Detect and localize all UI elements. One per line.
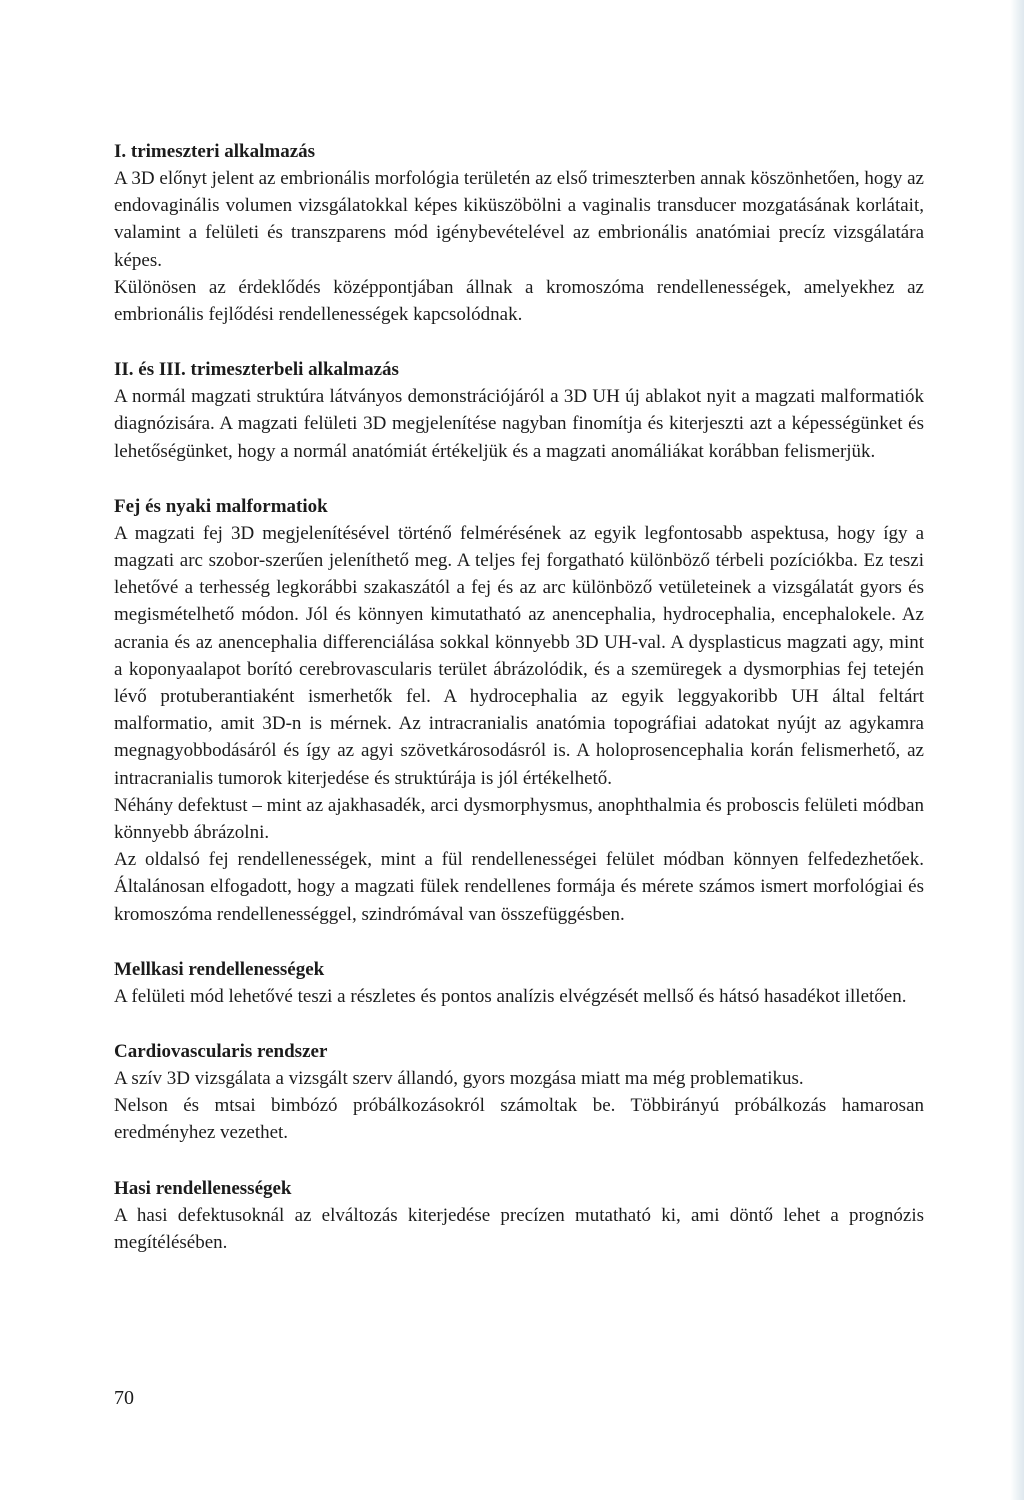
paragraph: A magzati fej 3D megjelenítésével történő felmérésének az egyik legfontosabb aspektusa, hogy így a magzati arc szobor-szerűen jeleníthető meg. A teljes fej forgatható különböző térbeli pozíciókba. Ez teszi lehetővé a terhesség legkorábbi szakaszától a fej és az arc különböző vetületeinek a vizsgálatát gyors és megismételhető módon. Jól és könnyen kimutatható az anencephalia, hydrocephalia, encephalokele. Az acrania és az anencephalia differenciálása sokkal könnyebb 3D UH-val. A dysplasticus magzati agy, mint a koponyaalapot borító cerebrovascularis terület ábrázolódik, és a szemüregek a dysmorphias fej tetején lévő protuberantiaként ismerhetők fel. A hydrocephalia az egyik leggyakoribb UH által feltárt malformatio, amit 3D-n is mérnek. Az intracranialis anatómia topográfiai adatokat nyújt az agykamra megnagyobbodásáról és így az agyi szövetkárosodásról is. A holoprosencephalia korán felismerhető, az intracranialis tumorok kiterjedése és struktúrája is jól értékelhető. <box>114 522 924 789</box>
section-cardiovascular-system <box>114 1038 924 1147</box>
section-thoracic-anomalies <box>114 956 924 1010</box>
paragraph: Különösen az érdeklődés középpontjában állnak a kromoszóma rendellenességek, amelyekhez az embrionális fejlődési rendellenességek kapcsolódnak. <box>114 276 924 326</box>
paragraph: Néhány defektust – mint az ajakhasadék, arci dysmorphysmus, anophthalmia és proboscis felületi módban könnyebb ábrázolni. <box>114 794 924 844</box>
section-first-trimester <box>114 138 924 328</box>
paragraph: Az oldalsó fej rendellenességek, mint a fül rendellenességei felület módban könnyen felfedezhetőek. Általánosan elfogadott, hogy a magzati fülek rendellenes formája és mérete számos ismert morfológiai és kromoszóma rendellenességgel, szindrómával van összefüggésben. <box>114 849 924 925</box>
paragraph: A hasi defektusoknál az elváltozás kiterjedése precízen mutatható ki, ami döntő lehet a prognózis megítélésében. <box>114 1204 924 1253</box>
paragraph: Nelson és mtsai bimbózó próbálkozásokról számoltak be. Többirányú próbálkozás hamarosan eredményhez vezethet. <box>114 1095 924 1144</box>
scan-edge-decoration <box>1010 0 1024 1500</box>
section-heading: Mellkasi rendellenességek <box>114 958 325 980</box>
paragraph: A 3D előnyt jelent az embrionális morfológia területén az első trimeszterben annak köszönhetően, hogy az endovaginális volumen vizsgálatokkal képes kiküszöbölni a vaginalis transducer mozgatásának korlátait, valamint a felületi és transzparens mód igénybevételével az embrionális anatómiai precíz vizsgálatára képes. <box>114 168 924 271</box>
paragraph: A felületi mód lehetővé teszi a részletes és pontos analízis elvégzését mellső és hátsó hasadékot illetően. <box>114 985 907 1007</box>
paragraph: A szív 3D vizsgálata a vizsgált szerv állandó, gyors mozgása miatt ma még problematikus. <box>114 1068 804 1090</box>
section-heading: II. és III. trimeszterbeli alkalmazás <box>114 359 399 381</box>
section-abdominal-anomalies <box>114 1175 924 1256</box>
section-second-third-trimester <box>114 356 924 465</box>
section-heading: Cardiovascularis rendszer <box>114 1041 328 1063</box>
section-head-neck-malformations <box>114 493 924 928</box>
document-page <box>114 138 924 1284</box>
section-heading: I. trimeszteri alkalmazás <box>114 141 316 162</box>
page-number: 70 <box>114 1387 134 1409</box>
paragraph: A normál magzati struktúra látványos demonstrációjáról a 3D UH új ablakot nyit a magzati malformatiók diagnózisára. A magzati felületi 3D megjelenítése nagyban finomítja és kiterjeszti azt a képességünket és lehetőségünket, hogy a normál anatómiát értékeljük és a magzati anomáliákat korábban felismerjük. <box>114 386 924 462</box>
section-heading: Fej és nyaki malformatiok <box>114 495 328 517</box>
section-heading: Hasi rendellenességek <box>114 1177 292 1199</box>
